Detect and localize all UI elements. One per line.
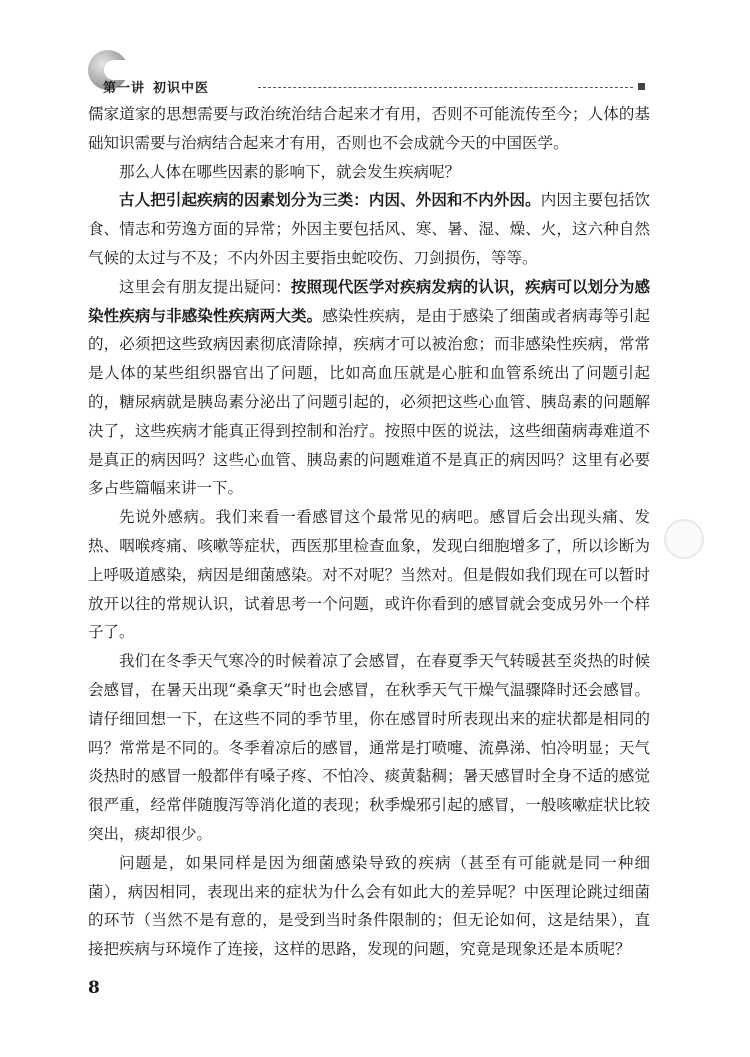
bold-statement: 按照现代医学对疾病发病的认识，疾病可以划分为感染性疾病与非感染性疾病两大类。 <box>88 276 650 325</box>
chapter-title: 初识中医 <box>153 81 210 96</box>
chapter-heading <box>103 77 209 96</box>
paragraph-3: 古人把引起疾病的因素划分为三类：内因、外因和不内外因。内因主要包括饮食、情志和劳逸方面的异常；外因主要包括风、寒、暑、湿、燥、火，这六种自然气候的太过与不及；不内外因主要指虫蛇咬伤、刀剑损伤，等等。 <box>88 190 650 267</box>
paragraph-5: 先说外感病。我们来看一看感冒这个最常见的病吧。感冒后会出现头痛、发热、咽喉疼痛、咳嗽等症状，西医那里检查血象，发现白细胞增多了，所以诊断为上呼吸道感染，病因是细菌感染。对不对呢？当然对。但是假如我们现在可以暂时放开以往的常规认识，试着思考一个问题，或许你看到的感冒就会变成另外一个样子了。 <box>88 508 650 642</box>
header-dashed-rule <box>258 87 633 88</box>
paragraph-6: 我们在冬季天气寒冷的时候着凉了会感冒，在春夏季天气转暖甚至炎热的时候会感冒，在暑天出现“桑拿天”时也会感冒，在秋季天气干燥气温骤降时还会感冒。请仔细回想一下，在这些不同的季节里，你在感冒时所表现出来的症状都是相同的吗？常常是不同的。冬季着凉后的感冒，通常是打喷嚏、流鼻涕、怕冷明显；天气炎热时的感冒一般都伴有嗓子疼、不怕冷、痰黄黏稠；暑天感冒时全身不适的感觉很严重，经常伴随腹泻等消化道的表现；秋季燥邪引起的感冒，一般咳嗽症状比较突出，痰却很少。 <box>88 652 650 843</box>
body-text <box>88 100 650 964</box>
chapter-number: 第一讲 <box>103 81 146 96</box>
bold-statement: 古人把引起疾病的因素划分为三类：内因、外因和不内外因。 <box>119 190 541 210</box>
running-header <box>88 50 648 98</box>
paragraph-1: 儒家道家的思想需要与政治统治结合起来才有用，否则不可能流传至今；人体的基础知识需要与治病结合起来才有用，否则也不会成就今天的中国医学。 <box>88 105 650 152</box>
page-number: 8 <box>88 978 100 998</box>
faint-stamp-watermark-icon <box>664 519 704 559</box>
paragraph-7: 问题是，如果同样是因为细菌感染导致的疾病（甚至有可能就是同一种细菌），病因相同，表现出来的症状为什么会有如此大的差异呢？中医理论跳过细菌的环节（当然不是有意的，是受到当时条件限制的；但无论如何，这是结果），直接把疾病与环境作了连接，这样的思路，发现的问题，究竟是现象还是本质呢？ <box>88 853 650 959</box>
paragraph-4: 这里会有朋友提出疑问：按照现代医学对疾病发病的认识，疾病可以划分为感染性疾病与非感染性疾病两大类。感染性疾病，是由于感染了细菌或者病毒等引起的，必须把这些致病因素彻底清除掉，疾病才可以被治愈；而非感染性疾病，常常是人体的某些组织器官出了问题，比如高血压就是心脏和血管系统出了问题引起的，糖尿病就是胰岛素分泌出了问题引起的，必须把这些心血管、胰岛素的问题解决了，这些疾病才能真正得到控制和治疗。按照中医的说法，这些细菌病毒难道不是真正的病因吗？这些心血管、胰岛素的问题难道不是真正的病因吗？这里有必要多占些篇幅来讲一下。 <box>88 276 650 498</box>
paragraph-2: 那么人体在哪些因素的影响下，就会发生疾病呢？ <box>119 162 461 181</box>
header-end-square-icon <box>638 83 645 90</box>
